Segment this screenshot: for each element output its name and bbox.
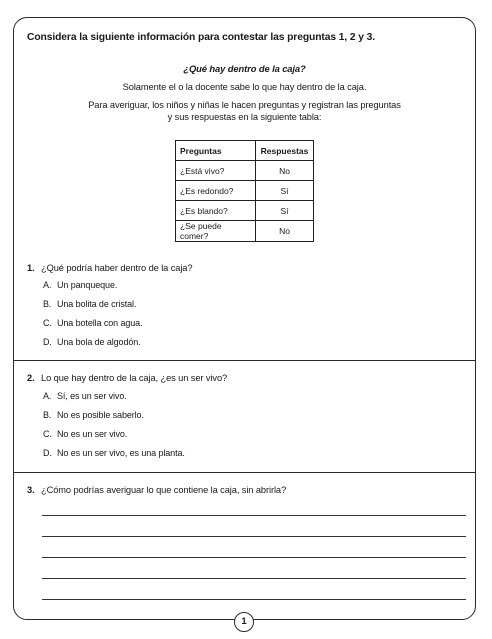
table-cell-question: ¿Se puede comer? [176,221,256,242]
table-cell-question: ¿Es blando? [176,201,256,221]
option-text: Sí, es un ser vivo. [57,391,127,401]
question-2-number: 2. [27,373,35,383]
option-text: No es posible saberlo. [57,410,144,420]
table-cell-answer: No [256,221,314,242]
question-3-number: 3. [27,485,35,495]
table-header-row [176,141,314,161]
option-letter: A. [43,280,52,290]
answer-line-5[interactable] [42,599,466,600]
table-row [176,161,314,181]
question-3-text: ¿Cómo podrías averiguar lo que contiene la caja, sin abrirla? [41,485,287,495]
table-cell-question: ¿Es redondo? [176,181,256,201]
option-letter: B. [43,299,52,309]
table-cell-answer: Sí [256,201,314,221]
option-letter: C. [43,318,52,328]
question-2-section [13,360,476,472]
option-text: No es un ser vivo. [57,429,128,439]
answer-line-4[interactable] [42,578,466,579]
option-text: No es un ser vivo, es una planta. [57,448,185,458]
instruction-text: Considera la siguiente información para contestar las preguntas 1, 2 y 3. [27,32,376,43]
question-1-option-b[interactable] [43,299,136,309]
question-1-option-c[interactable] [43,318,142,328]
option-text: Una bolita de cristal. [57,299,137,309]
option-text: Un panqueque. [57,280,118,290]
table-row [176,221,314,242]
table-cell-answer: No [256,161,314,181]
question-2-option-c[interactable] [43,429,127,439]
question-2-option-b[interactable] [43,410,144,420]
question-1-text: ¿Qué podría haber dentro de la caja? [41,263,193,273]
page-number: 1 [234,612,254,632]
table-header-respuestas: Respuestas [256,141,314,161]
option-letter: A. [43,391,52,401]
question-3-section [13,472,476,612]
question-2-option-d[interactable] [43,448,185,458]
answer-line-1[interactable] [42,515,466,516]
info-box-title: ¿Qué hay dentro de la caja? [183,63,306,74]
option-text: Una bola de algodón. [57,337,141,347]
info-line-3: y sus respuestas en la siguiente tabla: [167,112,322,122]
option-letter: B. [43,410,52,420]
questions-answers-table [175,140,314,242]
option-letter: D. [43,337,52,347]
table-cell-answer: Sí [256,181,314,201]
question-1-option-a[interactable] [43,280,117,290]
intro-section [13,17,476,360]
option-text: Una botella con agua. [57,318,143,328]
info-line-2: Para averiguar, los niños y niñas le hacen preguntas y registran las preguntas [88,100,401,110]
table-row [176,181,314,201]
answer-line-2[interactable] [42,536,466,537]
option-letter: C. [43,429,52,439]
table-row [176,201,314,221]
option-letter: D. [43,448,52,458]
question-2-text: Lo que hay dentro de la caja, ¿es un ser vivo? [41,373,228,383]
answer-line-3[interactable] [42,557,466,558]
question-1-option-d[interactable] [43,337,141,347]
question-2-option-a[interactable] [43,391,127,401]
info-line-1: Solamente el o la docente sabe lo que hay dentro de la caja. [122,82,367,92]
table-header-preguntas: Preguntas [176,141,256,161]
table-cell-question: ¿Está vivo? [176,161,256,181]
question-1-number: 1. [27,263,35,273]
